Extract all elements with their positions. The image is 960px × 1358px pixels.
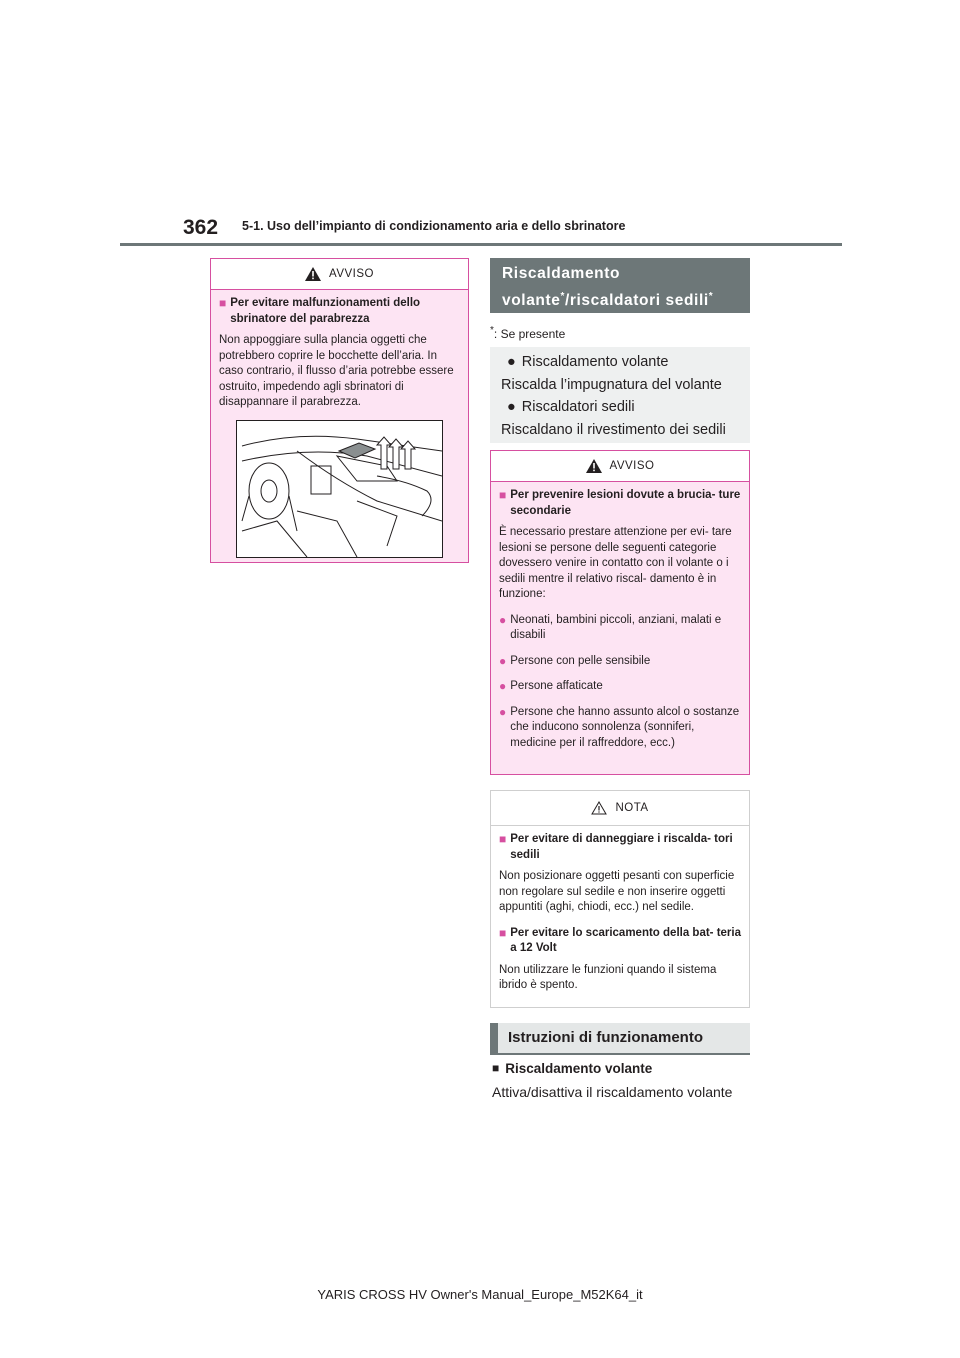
warning-header: [491, 451, 749, 482]
warning-text: Non appoggiare sulla plancia oggetti che potrebbero coprire le bocchette dell’aria. In caso contrario, il flusso d’aria potrebbe essere ostruito, impedendo agli sbrinatori di disappannare il parabrezza.: [219, 334, 454, 408]
instructions-text: Attiva/disattiva il riscaldamento volante: [492, 1084, 733, 1100]
heating-title-line1: Riscaldamento: [502, 265, 621, 282]
note-header: [491, 791, 749, 826]
feature-name: ● Riscaldatori sedili: [501, 396, 739, 419]
feature-name: ● Riscaldamento volante: [501, 351, 739, 374]
footnote: *: Se presente: [490, 325, 566, 341]
square-bullet-icon: ■: [219, 296, 227, 310]
bullet-dot-icon: ●: [499, 679, 507, 693]
air-flow-arrows-icon: [375, 435, 417, 471]
page-number: 362: [183, 216, 219, 239]
instructions-subheading: ■ Riscaldamento volante: [492, 1061, 653, 1076]
instructions-header: Istruzioni di funzionamento: [490, 1023, 750, 1055]
note-title: ■ Per evitare di danneggiare i riscalda- tori sedili: [499, 832, 741, 863]
bullet-dot-icon: ●: [499, 704, 507, 719]
list-item: ● Persone che hanno assunto alcol o sostanze che inducono sonnolenza (sonniferi, medicine per il raffreddore, ecc.): [499, 705, 741, 752]
note-box: [490, 790, 750, 1008]
note-text: Non utilizzare le funzioni quando il sistema ibrido è spento.: [499, 963, 717, 991]
section-title: 5-1. Uso dell’impianto di condizionamento aria e dello sbrinatore: [242, 219, 626, 233]
square-bullet-icon: ■: [492, 1061, 500, 1075]
list-item: ● Neonati, bambini piccoli, anziani, malati e disabili: [499, 613, 741, 644]
note-text: Non posizionare oggetti pesanti con superficie non regolare sul sedile e non inserire oggetti appuntiti (aghi, chiodi, ecc.) nel sedile.: [499, 870, 735, 913]
feature-description: Riscaldano il rivestimento dei sedili: [501, 421, 726, 438]
warning-triangle-icon: [586, 459, 602, 473]
note-label: NOTA: [615, 802, 649, 814]
warning-label: AVVISO: [609, 460, 655, 472]
warning-triangle-icon: [305, 267, 321, 281]
header-rule: [120, 243, 842, 246]
dashboard-illustration: [236, 420, 443, 558]
list-item: ● Persone con pelle sensibile: [499, 653, 651, 668]
square-bullet-icon: ■: [499, 488, 507, 502]
caution-triangle-icon: [591, 801, 607, 815]
warning-header: [211, 259, 468, 290]
warning-text: È necessario prestare attenzione per evi- tare lesioni se persone delle seguenti categorie dovessero venire in contatto con il volante o i sedili mentre il relativo riscal- damento è in funzione:: [499, 526, 732, 600]
square-bullet-icon: ■: [499, 832, 507, 846]
bullet-dot-icon: ●: [499, 612, 507, 627]
square-bullet-icon: ■: [499, 925, 507, 940]
page-footer: YARIS CROSS HV Owner's Manual_Europe_M52K64_it: [317, 1287, 643, 1302]
object-on-dashboard-icon: [337, 441, 377, 461]
note-title: ■ Per evitare lo scaricamento della bat- teria a 12 Volt: [499, 926, 741, 957]
list-item: ● Persone affaticate: [499, 679, 603, 693]
feature-list: [490, 347, 750, 443]
warning-label: AVVISO: [329, 268, 374, 280]
heating-section-header: [490, 258, 750, 313]
feature-description: Riscalda l’impugnatura del volante: [501, 376, 722, 393]
bullet-dot-icon: ●: [507, 399, 516, 415]
warning-title: ■ Per prevenire lesioni dovute a brucia- ture secondarie: [499, 488, 741, 519]
bullet-dot-icon: ●: [507, 354, 516, 370]
warning-title: ■ Per evitare malfunzionamenti dello sbrinatore del parabrezza: [219, 296, 460, 327]
heating-title-line2: volante*/riscaldatori sedili*: [502, 291, 714, 310]
bullet-dot-icon: ●: [499, 653, 507, 668]
right-warning-box: [490, 450, 750, 775]
